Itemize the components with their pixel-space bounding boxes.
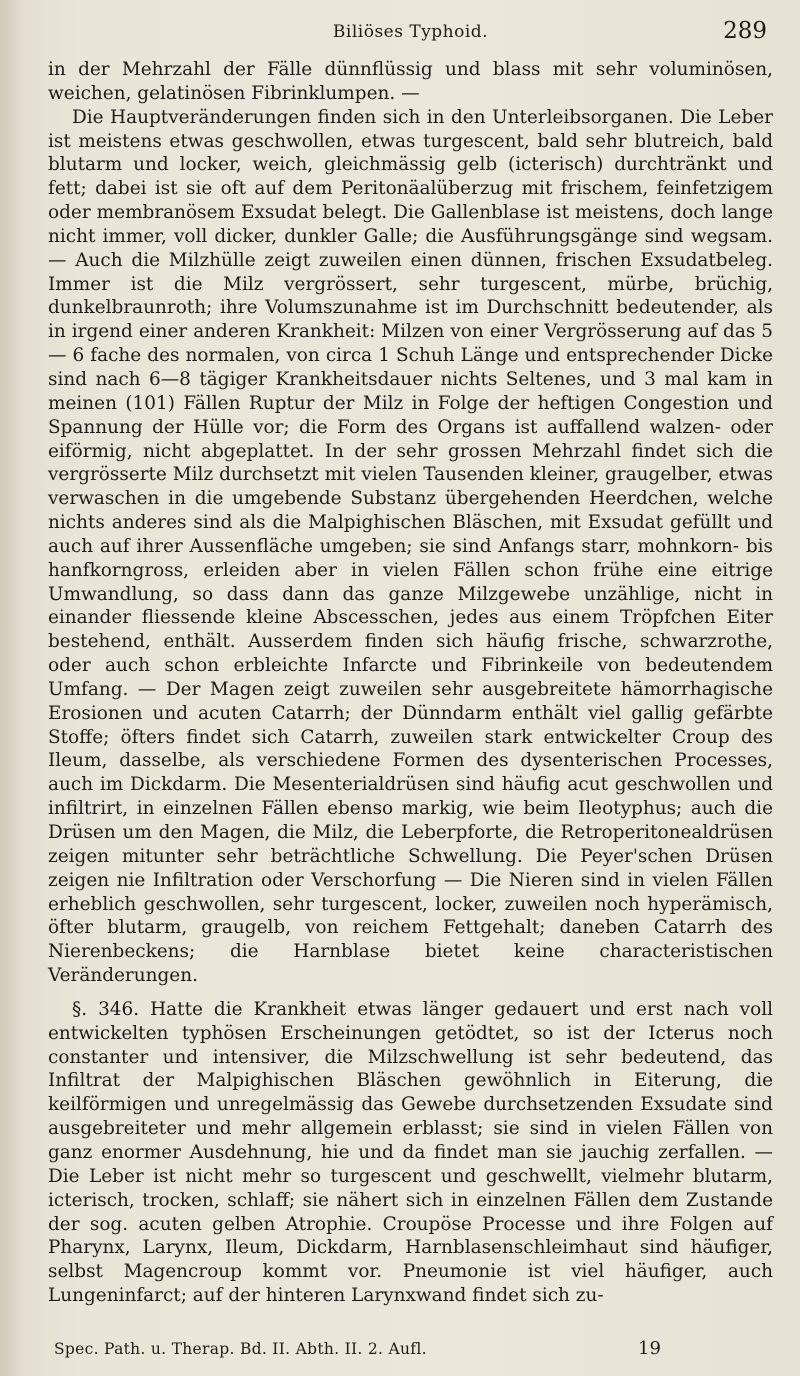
paragraph-section-346: §. 346. Hatte die Krankheit etwas länger gedauert und erst nach voll entwickelten typhösen Erscheinungen getödtet, so ist der Icterus noch constanter und intensiver, die Milzschwellung ist sehr bedeutend, das Infiltrat der Malpighischen Bläschen gewöhnlich in Eiterung, die keilförmigen und unregelmässig das Gewebe durchsetzenden Exsudate sind ausgebreiteter und mehr allgemein erblasst; sie sind in vielen Fällen von ganz enormer Ausdehnung, hie und da findet man sie jauchig zerfallen. — Die Leber ist nicht mehr so turgescent und geschwellt, vielmehr blutarm, icterisch, trocken, schlaff; sie nähert sich in einzelnen Fällen dem Zustande der sog. acuten gelben Atrophie. Croupöse Processe und ihre Folgen auf Pharynx, Larynx, Ileum, Dickdarm, Harnblasenschleimhaut sind häufiger, selbst Magencroup kommt vor. Pneumonie ist viel häufiger, auch Lungeninfarct; auf der hinteren Larynxwand findet sich zu- (48, 998, 773, 1307)
printer-signature: Spec. Path. u. Therap. Bd. II. Abth. II. 2. Aufl. (54, 1340, 427, 1358)
body-text (48, 58, 773, 1308)
page-number: 289 (723, 18, 767, 44)
sheet-number: 19 (638, 1338, 661, 1359)
page-footer (48, 1340, 773, 1364)
running-title: Biliöses Typhoid. (332, 22, 489, 42)
page-header (48, 18, 773, 48)
paragraph-abdominal-organs: Die Hauptveränderungen finden sich in den Unterleibsorganen. Die Leber ist meistens etwas geschwollen, etwas turgescent, bald sehr blutreich, bald blutarm und locker, weich, gleichmässig gelb (icterisch) durchtränkt und fett; dabei ist sie oft auf dem Peritonäalüberzug mit frischem, feinfetzigem oder membranösem Exsudat belegt. Die Gallenblase ist meistens, doch lange nicht immer, voll dicker, dunkler Galle; die Ausführungsgänge sind wegsam. — Auch die Milzhülle zeigt zuweilen einen dünnen, frischen Exsudatbeleg. Immer ist die Milz vergrössert, sehr turgescent, mürbe, brüchig, dunkelbraunroth; ihre Volumszunahme ist im Durchschnitt bedeutender, als in irgend einer anderen Krankheit: Milzen von einer Vergrösserung auf das 5 — 6 fache des normalen, von circa 1 Schuh Länge und entsprechender Dicke sind nach 6—8 tägiger Krankheitsdauer nichts Seltenes, und 3 mal kam in meinen (101) Fällen Ruptur der Milz in Folge der heftigen Congestion und Spannung der Hülle vor; die Form des Organs ist auffallend walzen- oder eiförmig, nicht abgeplattet. In der sehr grossen Mehrzahl findet sich die vergrösserte Milz durchsetzt mit vielen Tausenden kleiner, graugelber, etwas verwaschen in die umgebende Substanz übergehenden Heerdchen, welche nichts anderes sind als die Malpighischen Bläschen, mit Exsudat gefüllt und auch auf ihrer Aussenfläche umgeben; sie sind Anfangs starr, mohnkorn- bis hanfkorngross, erleiden aber in vielen Fällen schon frühe eine eitrige Umwandlung, so dass dann das ganze Milzgewebe unzählige, nicht in einander fliessende kleine Abscesschen, jedes aus einem Tröpfchen Eiter bestehend, enthält. Ausserdem finden sich häufig frische, schwarzrothe, oder auch schon erbleichte Infarcte und Fibrinkeile von bedeutendem Umfang. — Der Magen zeigt zuweilen sehr ausgebreitete hämorrhagische Erosionen und acuten Catarrh; der Dünndarm enthält viel gallig gefärbte Stoffe; öfters findet sich Catarrh, zuweilen stark entwickelter Croup des Ileum, dasselbe, als verschiedene Formen des dysenterischen Processes, auch im Dickdarm. Die Mesenterialdrüsen sind häufig acut geschwollen und infiltrirt, in einzelnen Fällen ebenso markig, wie beim Ileotyphus; auch die Drüsen um den Magen, die Milz, die Leberpforte, die Retroperitonealdrüsen zeigen mitunter sehr beträchtliche Schwellung. Die Peyer'schen Drüsen zeigen nie Infiltration oder Verschorfung — Die Nieren sind in vielen Fällen erheblich geschwollen, sehr turgescent, locker, zuweilen noch hyperämisch, öfter blutarm, graugelb, von reichem Fettgehalt; daneben Catarrh des Nierenbeckens; die Harnblase bietet keine characteristischen Veränderungen. (48, 106, 773, 987)
paragraph-continuation: in der Mehrzahl der Fälle dünnflüssig und blass mit sehr voluminösen, weichen, gelatinösen Fibrinklumpen. — (48, 59, 773, 104)
